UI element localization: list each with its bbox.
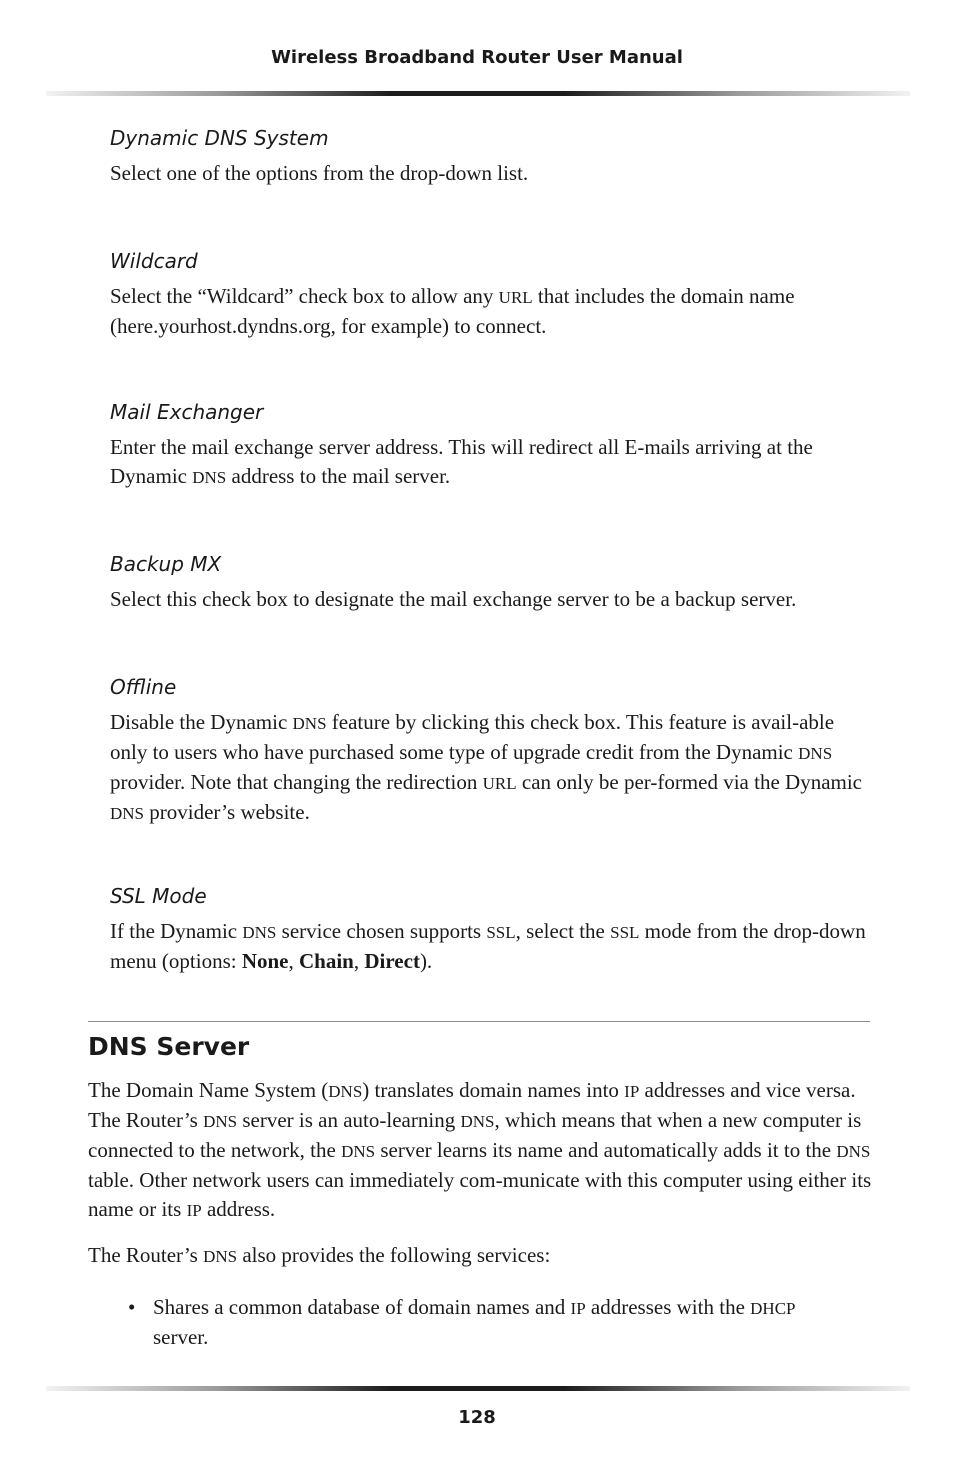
heading-dns-server: DNS Server	[88, 1032, 250, 1061]
paragraph-backup-mx: Select this check box to designate the mail exchange server to be a backup server.	[110, 587, 797, 611]
running-header-title: Wireless Broadband Router User Manual	[271, 47, 683, 68]
subheading-dynamic-dns-system: Dynamic DNS System	[110, 126, 329, 150]
subheading-wildcard: Wildcard	[110, 249, 198, 273]
text-run-smallcaps: DNS	[798, 744, 833, 763]
text-run: Shares a common database of domain names and	[153, 1295, 571, 1319]
paragraph-mail-exchanger	[110, 433, 870, 492]
text-run-smallcaps: DNS	[292, 714, 327, 733]
paragraph-ssl-mode	[110, 917, 870, 976]
text-run: also provides the following services:	[237, 1243, 551, 1267]
ssl-option-chain: Chain	[299, 949, 354, 973]
text-run-smallcaps: URL	[498, 288, 533, 307]
text-run: The Domain Name System (	[88, 1078, 329, 1102]
text-run: provider. Note that changing the redirection	[110, 770, 483, 794]
text-run-smallcaps: DNS	[203, 1247, 238, 1266]
section-offline	[110, 674, 870, 828]
text-run: Select the “Wildcard” check box to allow any	[110, 284, 499, 308]
text-run: The Router’s	[88, 1243, 204, 1267]
text-run-smallcaps: IP	[186, 1201, 202, 1220]
section-backup-mx	[110, 551, 870, 614]
subheading-ssl-mode: SSL Mode	[110, 884, 207, 908]
text-run: provider’s website.	[144, 800, 310, 824]
subheading-mail-exchanger: Mail Exchanger	[110, 400, 264, 424]
section-wildcard	[110, 248, 870, 341]
bullet-list-item	[128, 1293, 848, 1352]
paragraph-offline	[110, 708, 870, 828]
text-run: addresses and vice versa. The Router’s	[88, 1078, 856, 1132]
text-run: mode from the drop-down menu (options:	[110, 919, 866, 973]
subheading-backup-mx: Backup MX	[110, 552, 222, 576]
text-run: addresses with the	[585, 1295, 751, 1319]
text-run-smallcaps: IP	[624, 1082, 640, 1101]
paragraph-dns-services	[88, 1241, 872, 1271]
bullet-text	[153, 1293, 848, 1352]
text-run: Enter the mail exchange server address. This will redirect all E-mails arriving at the Dynamic	[110, 435, 813, 488]
text-run-smallcaps: IP	[570, 1299, 586, 1318]
text-run: can only be per-formed via the Dynamic	[516, 770, 863, 794]
text-run-smallcaps: DHCP	[750, 1299, 796, 1318]
subheading-offline: Offline	[110, 675, 177, 699]
text-run: If the Dynamic	[110, 919, 243, 943]
text-run: server learns its name and automatically adds it to the	[375, 1138, 837, 1162]
text-run: ,	[288, 949, 299, 973]
text-run: address to the mail server.	[226, 464, 451, 488]
text-run: ,	[353, 949, 365, 973]
section-dynamic-dns-system	[110, 125, 870, 188]
text-run: ) translates domain names into	[362, 1078, 625, 1102]
text-run-smallcaps: URL	[482, 774, 517, 793]
text-run-smallcaps: DNS	[192, 468, 227, 487]
text-run-smallcaps: SSL	[486, 923, 516, 942]
text-run: server.	[153, 1325, 209, 1349]
text-run-smallcaps: DNS	[328, 1082, 363, 1101]
text-run-smallcaps: DNS	[836, 1142, 871, 1161]
text-run-smallcaps: DNS	[341, 1142, 376, 1161]
text-run: , which means that when a new computer is connected to the network, the	[88, 1108, 862, 1162]
section-divider	[88, 1021, 870, 1022]
text-run-smallcaps: DNS	[242, 923, 277, 942]
text-run: , select the	[515, 919, 611, 943]
text-run: server is an auto-learning	[237, 1108, 461, 1132]
section-ssl-mode	[110, 883, 870, 976]
header-rule	[46, 91, 910, 96]
page-number: 128	[458, 1407, 496, 1428]
text-run: ).	[419, 949, 433, 973]
text-run: table. Other network users can immediately com-municate with this computer using either its name or its	[88, 1168, 872, 1221]
bullet-icon: •	[128, 1295, 136, 1319]
text-run-smallcaps: DNS	[203, 1112, 238, 1131]
text-run-smallcaps: DNS	[110, 804, 145, 823]
text-run: that includes the domain name (here.yourhost.dyndns.org, for example) to connect.	[110, 284, 795, 338]
paragraph-dns-server-intro	[88, 1076, 872, 1225]
footer-rule	[46, 1386, 910, 1391]
ssl-option-direct: Direct	[364, 949, 420, 973]
text-run: feature by clicking this check box. This feature is avail-able only to users who have purchased some type of upgrade credit from the Dynamic	[110, 710, 835, 764]
text-run: Disable the Dynamic	[110, 710, 293, 734]
text-run: service chosen supports	[276, 919, 487, 943]
paragraph-wildcard	[110, 282, 870, 341]
section-mail-exchanger	[110, 399, 870, 492]
paragraph-dynamic-dns-system: Select one of the options from the drop-down list.	[110, 161, 529, 185]
text-run: address.	[201, 1197, 276, 1221]
ssl-option-none: None	[241, 949, 289, 973]
text-run-smallcaps: DNS	[460, 1112, 495, 1131]
text-run-smallcaps: SSL	[610, 923, 640, 942]
